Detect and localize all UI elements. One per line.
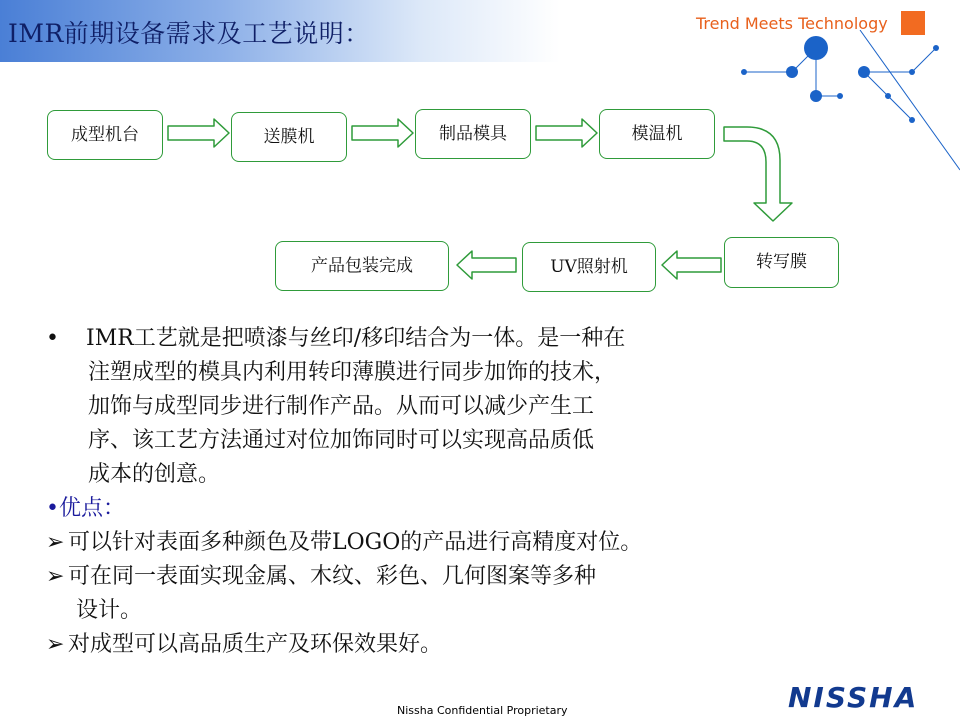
advantages-heading: •优点： bbox=[46, 496, 125, 521]
flow-step-transfer-film: 转写膜 bbox=[724, 237, 839, 288]
flow-arrow-curve-icon bbox=[724, 127, 792, 221]
description-paragraph bbox=[46, 322, 766, 492]
nissha-logo bbox=[786, 680, 946, 714]
paragraph-line: 注塑成型的模具内利用转印薄膜进行同步加饰的技术， bbox=[88, 360, 617, 385]
page-title: IMR前期设备需求及工艺说明： bbox=[8, 19, 370, 48]
flow-step-mold-temperature-controller: 模温机 bbox=[599, 109, 715, 159]
advantage-continuation: 设计。 bbox=[76, 598, 143, 623]
footer-confidential: Nissha Confidential Proprietary bbox=[397, 704, 568, 717]
advantage-item bbox=[46, 628, 766, 662]
bullet-icon: • bbox=[46, 326, 59, 351]
flow-arrow-right-icon bbox=[352, 119, 413, 147]
arrow-bullet-icon: ➢ bbox=[46, 564, 65, 589]
arrow-bullet-icon: ➢ bbox=[46, 632, 65, 657]
flow-step-film-feeder: 送膜机 bbox=[231, 112, 347, 162]
flow-step-molding-machine: 成型机台 bbox=[47, 110, 163, 160]
arrow-bullet-icon: ➢ bbox=[46, 530, 65, 555]
logo-wordmark: NISSHA bbox=[788, 681, 919, 714]
flow-arrow-left-icon bbox=[457, 251, 516, 279]
advantage-text: 可在同一表面实现金属、木纹、彩色、几何图案等多种 bbox=[68, 564, 597, 589]
flow-arrow-left-icon bbox=[662, 251, 721, 279]
advantage-item bbox=[46, 560, 766, 594]
advantage-item bbox=[46, 526, 766, 560]
paragraph-line: 加饰与成型同步进行制作产品。从而可以减少产生工 bbox=[88, 394, 595, 419]
paragraph-line: IMR工艺就是把喷漆与丝印/移印结合为一体。是一种在 bbox=[86, 326, 626, 351]
advantage-text: 对成型可以高品质生产及环保效果好。 bbox=[68, 632, 443, 657]
flow-step-packaging-complete: 产品包装完成 bbox=[275, 241, 449, 291]
flow-step-product-mold: 制品模具 bbox=[415, 109, 531, 159]
paragraph-line: 成本的创意。 bbox=[88, 462, 221, 487]
description-body bbox=[46, 322, 766, 662]
paragraph-line: 序、该工艺方法通过对位加饰同时可以实现高品质低 bbox=[88, 428, 595, 453]
flow-step-uv-irradiation: UV照射机 bbox=[522, 242, 656, 292]
flow-arrow-right-icon bbox=[536, 119, 597, 147]
tagline: Trend Meets Technology bbox=[696, 14, 888, 33]
advantage-text: 可以针对表面多种颜色及带LOGO的产品进行高精度对位。 bbox=[68, 530, 643, 555]
flow-arrow-right-icon bbox=[168, 119, 229, 147]
